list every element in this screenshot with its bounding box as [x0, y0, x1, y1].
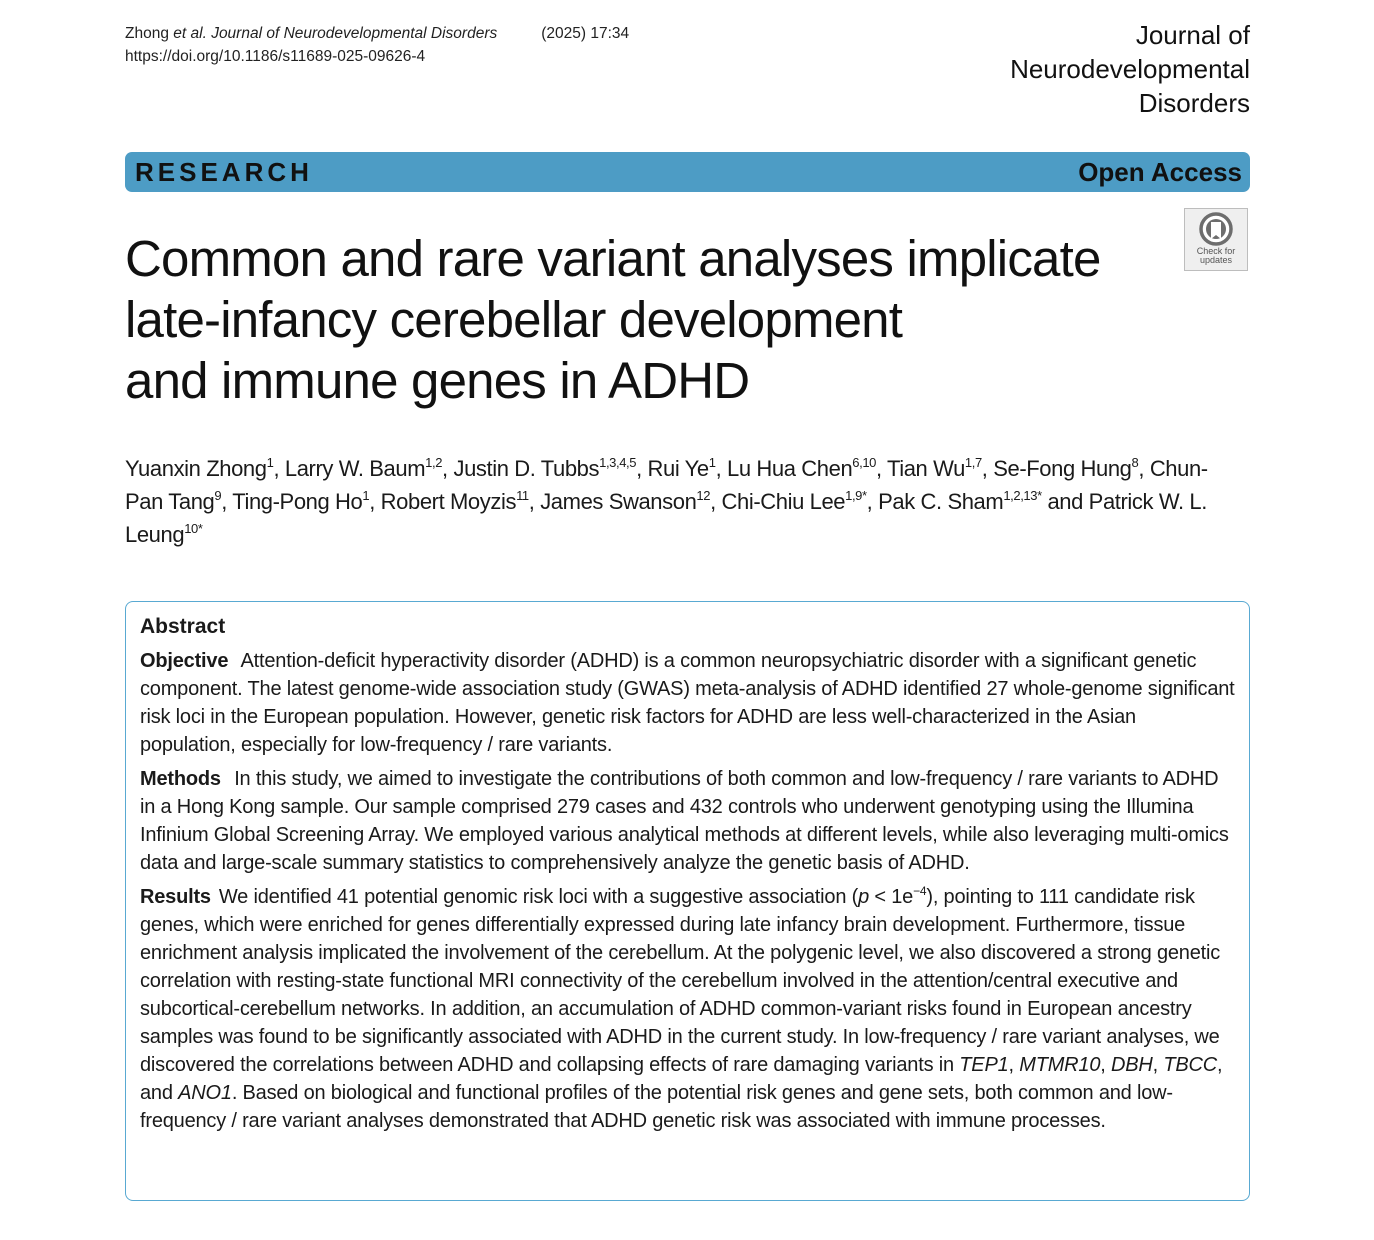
title-line-2: late-infancy cerebellar development [125, 291, 903, 348]
author-name: Rui Ye [647, 456, 709, 481]
author-affiliation: 8 [1131, 455, 1139, 470]
author-affiliation: 6,10 [852, 455, 876, 470]
author-separator: , [715, 456, 728, 481]
results-label: Results [140, 886, 211, 908]
etal: et al. [173, 25, 207, 42]
abstract-methods [140, 765, 1235, 877]
gene-separator: , [1152, 1054, 1164, 1076]
author-separator: , [866, 489, 879, 514]
author-affiliation: 1,7 [964, 455, 982, 470]
methods-label: Methods [140, 768, 221, 790]
journal-brand [1010, 18, 1250, 120]
gene-separator: , and [140, 1054, 1223, 1104]
author-name: Patrick W. L. Leung [125, 489, 1207, 547]
author-name: Yuanxin Zhong [125, 456, 267, 481]
author-affiliation: 12 [696, 488, 711, 503]
gene-ano1: ANO1 [178, 1082, 232, 1104]
doi-link[interactable]: https://doi.org/10.1186/s11689-025-09626-4 [125, 48, 426, 65]
abstract-box [125, 601, 1250, 1201]
methods-text: In this study, we aimed to investigate the contributions of both common and low-frequency / rare variants to ADHD in a Hong Kong sample. Our sample comprised 279 cases and 432 controls who underwent genotyping using the Illumina Infinium Global Screening Array. We employed various analytical methods at different levels, while also leveraging multi-omics data and large-scale summary statistics to comprehensively analyze the genetic basis of ADHD. [140, 768, 1229, 874]
p-symbol: p [858, 886, 870, 908]
author-separator: , [442, 456, 454, 481]
author-affiliation: 1,2,13* [1003, 488, 1042, 503]
article-type-label: RESEARCH [135, 156, 313, 187]
author-name: Lu Hua Chen [727, 456, 853, 481]
check-updates-icon [1199, 212, 1233, 246]
author-affiliation: 9 [214, 488, 222, 503]
year-volume: (2025) 17:34 [541, 25, 630, 42]
journal-brand-line3: Disorders [1138, 88, 1250, 118]
article-meta [125, 22, 629, 68]
author-affiliation: 1 [362, 488, 370, 503]
author-separator: and [1041, 489, 1089, 514]
gene-dbh: DBH [1110, 1054, 1153, 1076]
abstract-heading: Abstract [140, 615, 226, 638]
author-affiliation: 1,3,4,5 [599, 455, 637, 470]
author-name: Chun-Pan Tang [125, 456, 1208, 514]
author-separator: , [273, 456, 285, 481]
author-separator: , [981, 456, 994, 481]
author-separator: , [875, 456, 888, 481]
results-text-4: . Based on biological and functional profiles of the potential risk genes and gene sets, both common and low-frequency / rare variant analyses demonstrated that ADHD genetic risk was associated with immune processes. [140, 1082, 1173, 1132]
author-name: Ting-Pong Ho [232, 489, 363, 514]
objective-label: Objective [140, 650, 229, 672]
gene-tbcc: TBCC [1163, 1054, 1217, 1076]
author-list [125, 452, 1235, 551]
article-title [125, 228, 1165, 411]
author-separator: , [369, 489, 381, 514]
journal-brand-line1: Journal of [1135, 20, 1250, 50]
results-text-2: < 1e [869, 886, 914, 908]
author-affiliation: 11 [516, 488, 529, 503]
journal-name: Journal of Neurodevelopmental Disorders [211, 25, 498, 42]
author-separator: , [1138, 456, 1150, 481]
gene-separator: , [1100, 1054, 1111, 1076]
author-separator: , [221, 489, 233, 514]
check-for-updates-button[interactable] [1184, 208, 1248, 271]
author-name: Tian Wu [887, 456, 965, 481]
author-name: Pak C. Sham [878, 489, 1004, 514]
results-text-3: ), pointing to 111 candidate risk genes, which were enriched for genes differentially expressed during late infancy brain development. Furthermore, tissue enrichment analysis implicated the involvement of the cerebellum. At the polygenic level, we also discovered a strong genetic correlation with resting-state functional MRI connectivity of the cerebellum involved in the attention/central executive and subcortical-cerebellum networks. In addition, an accumulation of ADHD common-variant risks found in European ancestry samples was found to be significantly associated with ADHD in the current study. In low-frequency / rare variant analyses, we discovered the correlations between ADHD and collapsing effects of rare damaging variants in [140, 886, 1221, 1076]
abstract-objective [140, 647, 1235, 759]
title-line-3: and immune genes in ADHD [125, 352, 750, 409]
author-name: Chi-Chiu Lee [721, 489, 846, 514]
author-name: Robert Moyzis [380, 489, 517, 514]
author-name: Se-Fong Hung [993, 456, 1132, 481]
author-affiliation: 10* [184, 521, 203, 536]
objective-text: Attention-deficit hyperactivity disorder (ADHD) is a common neuropsychiatric disorder with a significant genetic component. The latest genome-wide association study (GWAS) meta-analysis of ADHD identified 27 whole-genome significant risk loci in the European population. However, genetic risk factors for ADHD are less well-characterized in the Asian population, especially for low-frequency / rare variants. [140, 650, 1235, 756]
check-updates-text: Check for updates [1196, 246, 1236, 265]
author-name: James Swanson [540, 489, 697, 514]
article-type-banner [125, 152, 1250, 192]
gene-mtmr10: MTMR10 [1019, 1054, 1101, 1076]
author-affiliation: 1 [266, 455, 274, 470]
journal-brand-line2: Neurodevelopmental [1010, 54, 1250, 84]
author-short: Zhong [125, 25, 169, 42]
author-affiliation: 1,9* [845, 488, 867, 503]
author-name: Larry W. Baum [284, 456, 426, 481]
author-separator: , [636, 456, 648, 481]
author-separator: , [710, 489, 722, 514]
author-name: Justin D. Tubbs [453, 456, 600, 481]
gene-separator: , [1008, 1054, 1020, 1076]
title-line-1: Common and rare variant analyses implicate [125, 230, 1101, 287]
author-affiliation: 1 [708, 455, 716, 470]
citation [125, 22, 497, 45]
author-separator: , [528, 489, 541, 514]
open-access-label: Open Access [1078, 156, 1242, 187]
gene-tep1: TEP1 [959, 1054, 1009, 1076]
author-affiliation: 1,2 [425, 455, 443, 470]
p-exponent: −4 [913, 884, 927, 898]
results-text-1: We identified 41 potential genomic risk loci with a suggestive association ( [218, 886, 859, 908]
abstract-results [140, 883, 1235, 1135]
